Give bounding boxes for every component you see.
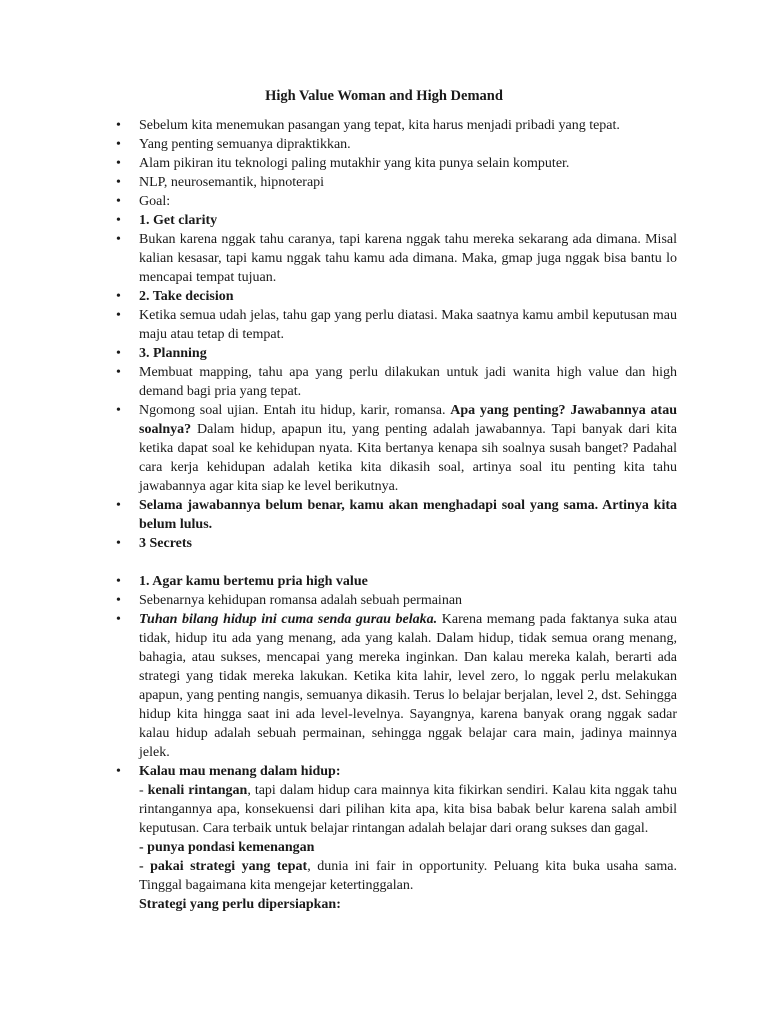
bold-italic-quote: Tuhan bilang hidup ini cuma senda gurau belaka. [139,612,438,627]
list-item: • NLP, neurosemantik, hipnoterapi [112,173,677,192]
sub-heading: • Kalau mau menang dalam hidup: [139,764,341,779]
list-item: • Alam pikiran itu teknologi paling mutakhir yang kita punya selain komputer. [112,154,677,173]
sub-point: - punya pondasi kemenangan [139,840,315,855]
blank-line [112,553,677,572]
sub-point: - pakai strategi yang tepat, dunia ini fair in opportunity. Peluang kita buka usaha sama. Tinggal bagaimana kita mengejar ketertinggalan. [139,859,678,893]
list-heading: • 3 Secrets [112,534,677,553]
list-item [112,762,677,914]
list-item-emphasis: • Selama jawabannya belum benar, kamu akan menghadapi soal yang sama. Artinya kita belum lulus. [112,496,677,534]
list-item: • Sebelum kita menemukan pasangan yang tepat, kita harus menjadi pribadi yang tepat. [112,116,677,135]
list-item: • Ketika semua udah jelas, tahu gap yang perlu diatasi. Maka saatnya kamu ambil keputusan mau maju atau tetap di tempat. [112,306,677,344]
list-heading: • 2. Take decision [112,287,677,306]
list-item: • Membuat mapping, tahu apa yang perlu dilakukan untuk jadi wanita high value dan high demand bagi pria yang tepat. [112,363,677,401]
list-heading: • 3. Planning [112,344,677,363]
sub-point: - kenali rintangan, tapi dalam hidup cara mainnya kita fikirkan sendiri. Kalau kita nggak tahu rintangannya apa, konsekuensi dari pilihan kita apa, kita bisa babak belur karena salah ambil keputusan. Cara terbaik untuk belajar rintangan adalah belajar dari orang sukses dan gagal. [139,783,677,836]
list-heading: • 1. Agar kamu bertemu pria high value [112,572,677,591]
list-item: • Tuhan bilang hidup ini cuma senda gurau belaka. Karena memang pada faktanya suka atau tidak, hidup itu ada yang menang, ada yang kalah. Dalam hidup, tidak semua orang menang, bahagia, atau sukses, mencapai yang mereka inginkan. Dan kalau mereka kalah, berarti ada strategi yang tidak mereka lakukan. Ketika kita lahir, level zero, lo nggak perlu melakukan apapun, yang penting nangis, semuanya dikasih. Terus lo belajar berjalan, level 2, dst. Sehingga hidup kita hingga saat ini ada level-levelnya. Sayangnya, karena banyak orang nggak sadar kalau hidup adalah sebuah permainan, sehingga nggak belajar cara main, jadinya mainnya jelek. [112,610,677,762]
bold-question: Apa yang penting? Jawabannya atau soalnya? [139,403,677,437]
list-item: • Ngomong soal ujian. Entah itu hidup, karir, romansa. Apa yang penting? Jawabannya atau soalnya? Dalam hidup, apapun itu, yang penting adalah jawabannya. Tapi banyak dari kita ketika dapat soal ke kehidupan nyata. Kita bertanya kenapa sih soalnya susah banget? Padahal cara kerja kehidupan adalah ketika kita dikasih soal, artinya soal itu penting kita tahu jawabannya agar kita siap ke level berikutnya. [112,401,677,496]
list-item: • Yang penting semuanya dipraktikkan. [112,135,677,154]
list-heading: • 1. Get clarity [112,211,677,230]
list-item: • Sebenarnya kehidupan romansa adalah sebuah permainan [112,591,677,610]
list-item: • Bukan karena nggak tahu caranya, tapi karena nggak tahu mereka sekarang ada dimana. Misal kalian kesasar, tapi kamu nggak tahu kamu ada dimana. Maka, gmap juga nggak bisa bantu lo mencapai tempat tujuan. [112,230,677,287]
list-item: • Goal: [112,192,677,211]
sub-heading: Strategi yang perlu dipersiapkan: [139,897,341,912]
bullet-list [112,116,677,914]
document-title: High Value Woman and High Demand [265,88,503,104]
